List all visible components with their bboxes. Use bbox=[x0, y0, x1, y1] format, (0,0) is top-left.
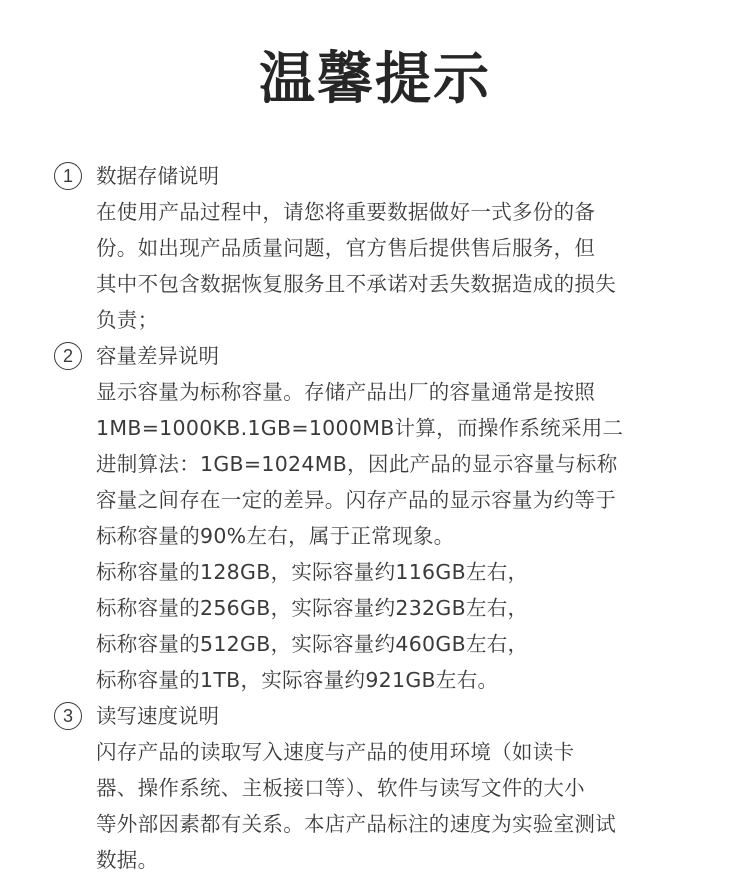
paragraph-line: 等外部因素都有关系。本店产品标注的速度为实验室测试 bbox=[96, 812, 616, 836]
paragraph-line: 进制算法：1GB=1024MB，因此产品的显示容量与标称 bbox=[96, 452, 618, 476]
paragraph-line: 器、操作系统、主板接口等）、软件与读写文件的大小 bbox=[96, 776, 585, 800]
paragraph-line: 在使用产品过程中，请您将重要数据做好一式多份的备 bbox=[96, 200, 596, 224]
section-title: 容量差异说明 bbox=[96, 344, 219, 368]
capacity-line-256gb: 标称容量的256GB，实际容量约232GB左右， bbox=[96, 596, 529, 620]
page-title: 温馨提示 bbox=[259, 47, 491, 112]
paragraph-line: 容量之间存在一定的差异。闪存产品的显示容量为约等于 bbox=[96, 488, 616, 512]
capacity-line-128gb: 标称容量的128GB，实际容量约116GB左右， bbox=[96, 560, 529, 584]
section-title: 数据存储说明 bbox=[96, 164, 219, 188]
section-heading-read-write-speed bbox=[54, 699, 219, 733]
circled-number-icon: 1 bbox=[54, 162, 82, 190]
paragraph-line: 显示容量为标称容量。存储产品出厂的容量通常是按照 bbox=[96, 380, 596, 404]
capacity-line-1tb: 标称容量的1TB，实际容量约921GB左右。 bbox=[96, 668, 499, 692]
section-title: 读写速度说明 bbox=[96, 704, 219, 728]
paragraph-line: 数据。 bbox=[96, 848, 159, 872]
paragraph-line: 闪存产品的读取写入速度与产品的使用环境（如读卡 bbox=[96, 740, 575, 764]
paragraph-line: 负责； bbox=[96, 308, 159, 332]
circled-number-icon: 3 bbox=[54, 702, 82, 730]
paragraph-line: 1MB=1000KB.1GB=1000MB计算，而操作系统采用二 bbox=[96, 416, 624, 440]
paragraph-line: 标称容量的90%左右，属于正常现象。 bbox=[96, 524, 455, 548]
section-heading-data-storage bbox=[54, 159, 219, 193]
circled-number-icon: 2 bbox=[54, 342, 82, 370]
capacity-line-512gb: 标称容量的512GB，实际容量约460GB左右， bbox=[96, 632, 529, 656]
paragraph-line: 其中不包含数据恢复服务且不承诺对丢失数据造成的损失 bbox=[96, 272, 616, 296]
section-heading-capacity bbox=[54, 339, 219, 373]
paragraph-line: 份。如出现产品质量问题，官方售后提供售后服务，但 bbox=[96, 236, 596, 260]
